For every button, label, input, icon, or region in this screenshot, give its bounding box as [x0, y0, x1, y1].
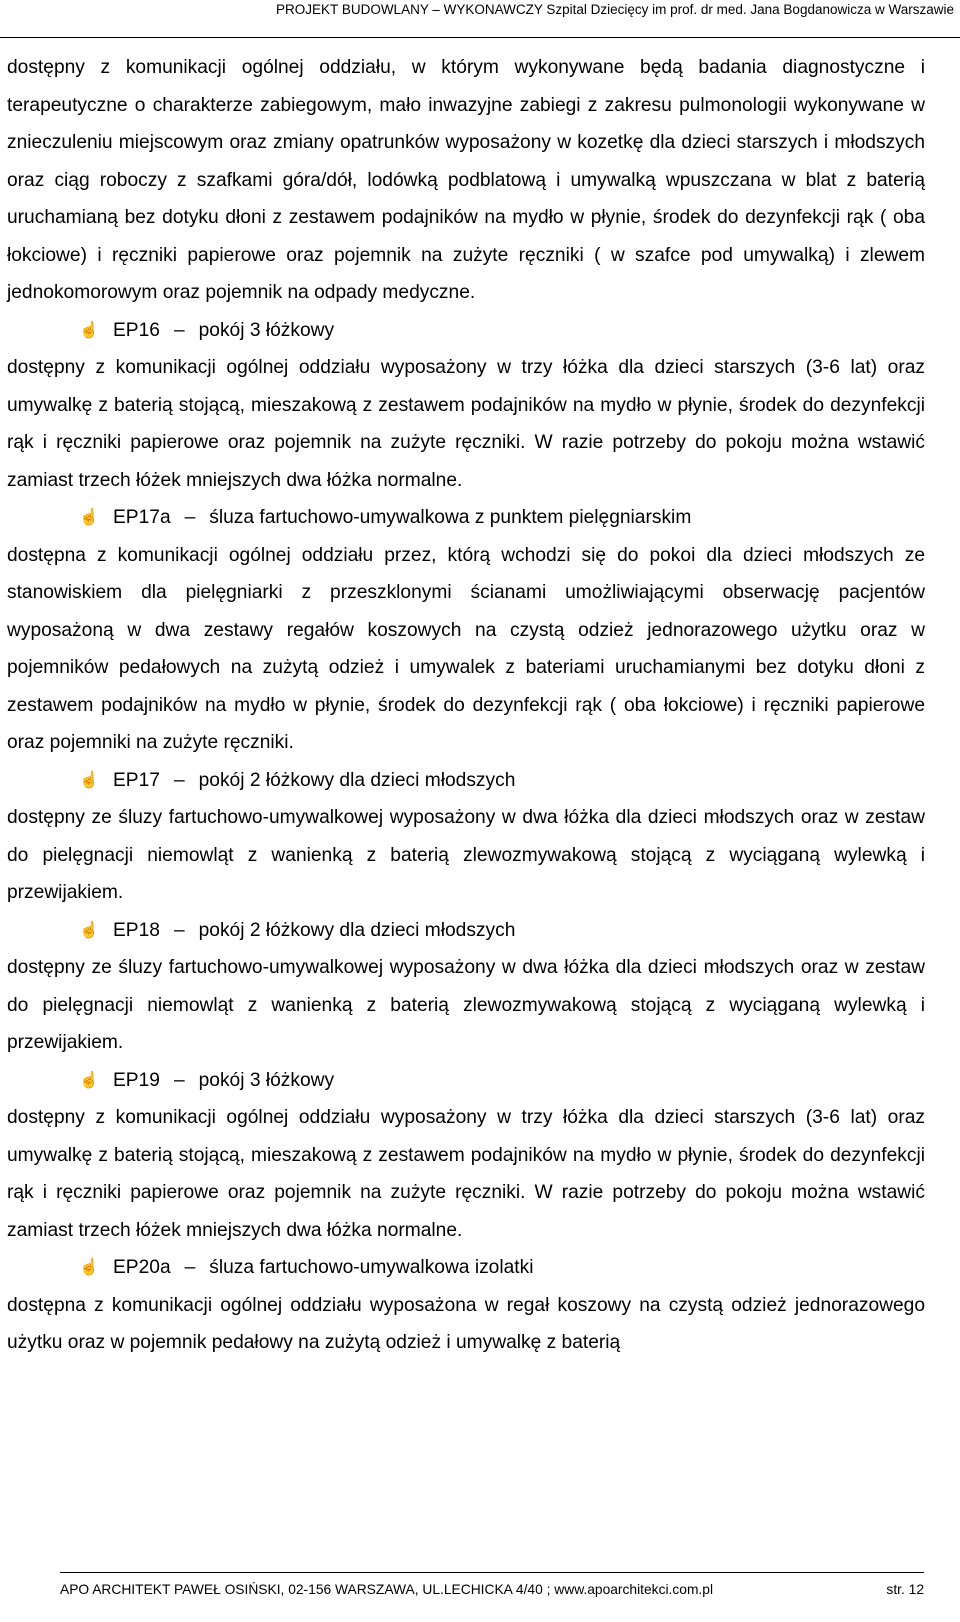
- section-description: dostępny z komunikacji ogólnej oddziału wyposażony w trzy łóżka dla dzieci starszych (3-6 lat) oraz umywalkę z baterią stojącą, mieszakową z zestawem podajników na mydło w płynie, środek do dezynfekcji rąk i ręczniki papierowe oraz pojemnik na zużyte ręczniki. W razie potrzeby do pokoju można wstawić zamiast trzech łóżek mniejszych dwa łóżka normalne.: [7, 1107, 925, 1241]
- section-title: [7, 762, 925, 800]
- section-description: dostępny z komunikacji ogólnej oddziału wyposażony w trzy łóżka dla dzieci starszych (3-6 lat) oraz umywalkę z baterią stojącą, mieszakową z zestawem podajników na mydło w płynie, środek do dezynfekcji rąk i ręczniki papierowe oraz pojemnik na zużyte ręczniki. W razie potrzeby do pokoju można wstawić zamiast trzech łóżek mniejszych dwa łóżka normalne.: [7, 357, 925, 491]
- running-header: [0, 0, 960, 38]
- title-dash: –: [173, 919, 185, 941]
- room-name: pokój 3 łóżkowy: [198, 1069, 335, 1091]
- section-ep16: [7, 312, 925, 500]
- room-code: EP18: [113, 919, 160, 941]
- room-code: EP20a: [113, 1257, 171, 1278]
- room-name: pokój 2 łóżkowy dla dzieci młodszych: [198, 769, 516, 791]
- hand-pointer-icon: ☝: [79, 509, 99, 526]
- hand-pointer-icon: ☝: [79, 321, 99, 339]
- header-text: PROJEKT BUDOWLANY – WYKONAWCZY Szpital Dziecięcy im prof. dr med. Jana Bogdanowicza w Warszawie: [276, 2, 954, 17]
- section-ep19: [7, 1062, 925, 1250]
- section-ep17: [7, 762, 925, 912]
- hand-pointer-icon: ☝: [79, 1071, 99, 1089]
- section-ep17a: [7, 499, 925, 762]
- section-description: dostępna z komunikacji ogólnej oddziału przez, którą wchodzi się do pokoi dla dzieci młodszych ze stanowiskiem dla pielęgniarki z przeszklonymi ścianami umożliwiającymi obserwację pacjentów wyposażoną w dwa zestawy regałów koszowych na czystą odzież jednorazowego użytku oraz w pojemników pedałowych na zużytą odzież i umywalek z bateriami uruchamianymi bez dotyku dłoni z zestawem podajników na mydło w płynie, środek do dezynfekcji rąk ( oba łokciowe) i ręczniki papierowe oraz pojemniki na zużyte ręczniki.: [7, 544, 925, 753]
- title-dash: –: [173, 769, 185, 791]
- section-ep18: [7, 912, 925, 1062]
- room-name: pokój 3 łóżkowy: [198, 319, 335, 341]
- room-code: EP17a: [113, 507, 171, 528]
- hand-pointer-icon: ☝: [79, 921, 99, 939]
- room-code: EP16: [113, 319, 160, 341]
- room-name: śluza fartuchowo-umywalkowa z punktem pielęgniarskim: [209, 507, 692, 528]
- section-description: dostępna z komunikacji ogólnej oddziału wyposażona w regał koszowy na czystą odzież jednorazowego użytku oraz w pojemnik pedałowy na zużytą odzież i umywalkę z baterią: [7, 1294, 925, 1353]
- title-dash: –: [184, 507, 196, 528]
- section-title: [7, 912, 925, 950]
- hand-pointer-icon: ☝: [79, 771, 99, 789]
- document-body: [7, 49, 925, 1362]
- room-code: EP17: [113, 769, 160, 791]
- section-title: [7, 499, 925, 537]
- room-name: śluza fartuchowo-umywalkowa izolatki: [209, 1257, 534, 1278]
- title-dash: –: [173, 319, 185, 341]
- title-dash: –: [184, 1257, 196, 1278]
- section-title: [7, 1062, 925, 1100]
- footer-company: APO ARCHITEKT PAWEŁ OSIŃSKI, 02-156 WARSZAWA, UL.LECHICKA 4/40 ; www.apoarchitekci.com.pl: [60, 1582, 714, 1597]
- section-description: dostępny ze śluzy fartuchowo-umywalkowej wyposażony w dwa łóżka dla dzieci młodszych oraz w zestaw do pielęgnacji niemowląt z wanienką z baterią zlewozmywakową stojącą z wyciąganą wylewką i przewijakiem.: [7, 957, 925, 1053]
- hand-pointer-icon: ☝: [79, 1259, 99, 1276]
- running-footer: [60, 1572, 924, 1602]
- page-number: str. 12: [886, 1582, 924, 1597]
- section-title: [7, 1249, 925, 1287]
- intro-paragraph: dostępny z komunikacji ogólnej oddziału, w którym wykonywane będą badania diagnostyczne i terapeutyczne o charakterze zabiegowym, mało inwazyjne zabiegi z zakresu pulmonologii wykonywane w znieczuleniu miejscowym oraz zmiany opatrunków wyposażony w kozetkę dla dzieci starszych i młodszych oraz ciąg roboczy z szafkami góra/dół, lodówką podblatową i umywalką wpuszczana w blat z baterią uruchamianą bez dotyku dłoni z zestawem podajników na mydło w płynie, środek do dezynfekcji rąk ( oba łokciowe) i ręczniki papierowe oraz pojemnik na zużyte ręczniki ( w szafce pod umywalką) i zlewem jednokomorowym oraz pojemnik na odpady medyczne.: [7, 57, 925, 303]
- room-code: EP19: [113, 1069, 160, 1091]
- title-dash: –: [173, 1069, 185, 1091]
- room-name: pokój 2 łóżkowy dla dzieci młodszych: [198, 919, 516, 941]
- section-description: dostępny ze śluzy fartuchowo-umywalkowej wyposażony w dwa łóżka dla dzieci młodszych oraz w zestaw do pielęgnacji niemowląt z wanienką z baterią zlewozmywakową stojącą z wyciąganą wylewką i przewijakiem.: [7, 807, 925, 903]
- section-title: [7, 312, 925, 350]
- section-ep20a: [7, 1249, 925, 1362]
